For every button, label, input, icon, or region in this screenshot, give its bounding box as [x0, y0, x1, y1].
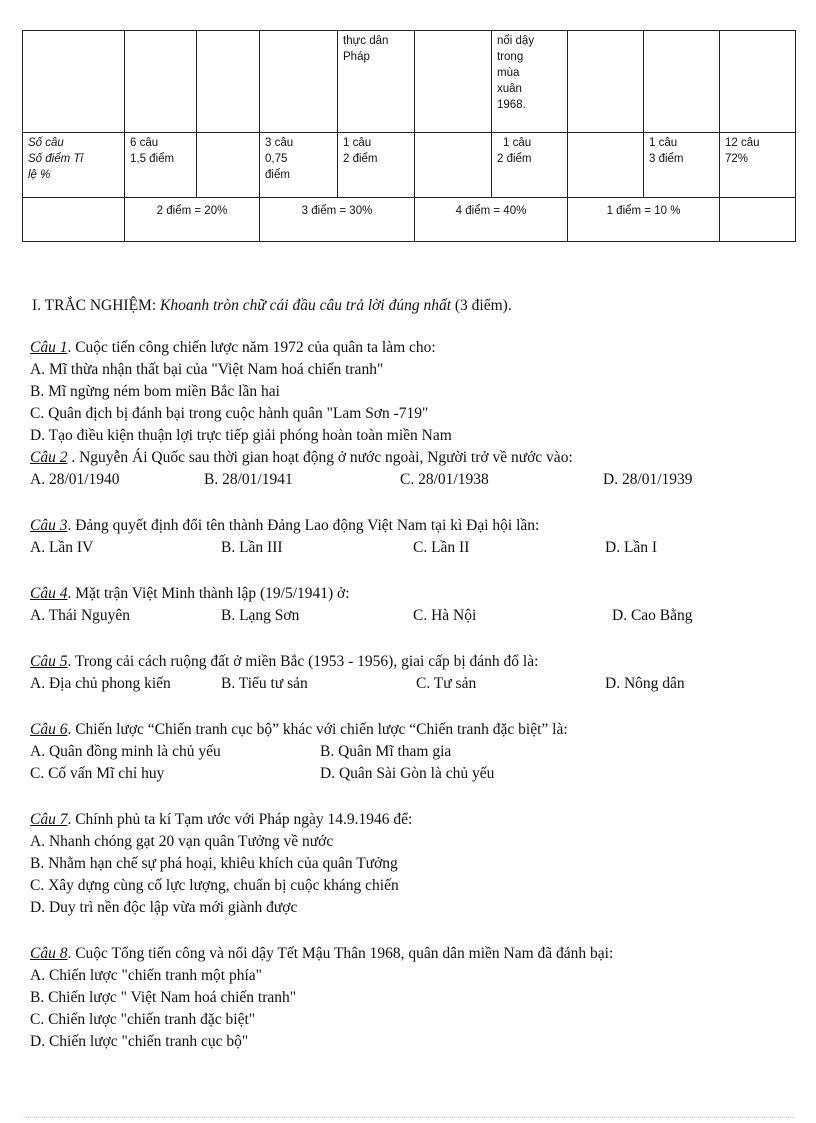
question-5 [30, 651, 790, 673]
answer-option: A. Mĩ thừa nhận thất bại của "Việt Nam hoá chiến tranh" [30, 361, 384, 378]
question-label: Câu 8 [30, 945, 68, 962]
table-cell [720, 198, 796, 242]
section-title: I. TRẮC NGHIỆM: [32, 297, 161, 314]
cell-text: 12 câu [725, 137, 760, 149]
question-4 [30, 583, 790, 605]
answer-options-row [30, 673, 790, 695]
answer-option: A. Nhanh chóng gạt 20 vạn quân Tưởng về nước [30, 833, 334, 850]
table-cell [260, 31, 338, 133]
question-7 [30, 809, 790, 831]
table-cell [415, 133, 492, 198]
answer-option: A. Địa chủ phong kiến [30, 675, 171, 692]
table-cell [568, 133, 644, 198]
cell-text: nổi dậy [497, 35, 535, 47]
section-points: (3 điểm). [451, 297, 512, 314]
table-cell [125, 133, 197, 198]
cell-text: 3 điểm [649, 153, 684, 165]
question-label: Câu 4 [30, 585, 68, 602]
table-cell [338, 31, 415, 133]
cell-text: xuân [497, 83, 522, 95]
cell-text: lệ % [28, 169, 51, 181]
answer-option: B. Nhằm hạn chế sự phá hoại, khiêu khích của quân Tưởng [30, 855, 398, 872]
answer-option: A. Thái Nguyên [30, 607, 131, 624]
answer-option: C. Cố vấn Mĩ chỉ huy [30, 765, 165, 782]
answer-option: B. Lạng Sơn [221, 607, 300, 624]
cell-text: Pháp [343, 51, 370, 63]
quiz-section [30, 295, 790, 1053]
table-cell: 1 điểm = 10 % [568, 198, 720, 242]
cell-text: 1 câu [649, 137, 678, 149]
answer-option: B. Quân Mĩ tham gia [320, 743, 452, 760]
table-cell [720, 31, 796, 133]
question-label: Câu 7 [30, 811, 68, 828]
table-row [23, 133, 796, 198]
table-cell [415, 31, 492, 133]
question-text: . Mặt trận Việt Minh thành lập (19/5/1941) ở: [67, 585, 350, 602]
cell-text: mùa [497, 67, 520, 79]
answer-options-row [30, 537, 790, 559]
cell-text: 1 câu [503, 137, 532, 149]
cell-text: 1 câu [343, 137, 372, 149]
table-cell [338, 133, 415, 198]
table-cell [720, 133, 796, 198]
answer-option: D. Lần I [605, 539, 658, 556]
table-cell [23, 198, 125, 242]
question-text: . Cuộc Tổng tiến công và nổi dậy Tết Mậu Thân 1968, quân dân miền Nam đã đánh bại: [67, 945, 614, 962]
question-8 [30, 943, 790, 965]
answer-option: D. Quân Sài Gòn là chủ yếu [320, 765, 495, 782]
cell-text: 72% [725, 153, 749, 165]
cell-text: 2 điểm [343, 153, 378, 165]
cell-text: điểm [265, 169, 290, 181]
question-text: . Trong cải cách ruộng đất ở miền Bắc (1953 - 1956), giai cấp bị đánh đổ là: [67, 653, 539, 670]
table-cell [644, 133, 720, 198]
answer-option: D. Cao Bằng [612, 607, 693, 624]
question-label: Câu 1 [30, 339, 68, 356]
question-text: . Chiến lược “Chiến tranh cục bộ” khác với chiến lược “Chiến tranh đặc biệt” là: [67, 721, 568, 738]
answer-option: D. Duy trì nền độc lập vừa mới giành được [30, 899, 298, 916]
table-row [23, 198, 796, 242]
answer-options-row [30, 741, 790, 763]
table-cell [492, 31, 568, 133]
assessment-matrix-table [22, 30, 796, 242]
cell-text: 3 câu [265, 137, 294, 149]
question-label: Câu 5 [30, 653, 68, 670]
answer-option: A. Lần IV [30, 539, 94, 556]
table-cell: 3 điểm = 30% [260, 198, 415, 242]
answer-option: D. Chiến lược "chiến tranh cục bộ" [30, 1033, 249, 1050]
answer-option: B. 28/01/1941 [204, 471, 293, 488]
cell-text: Số câu [28, 137, 64, 149]
cell-text: thực dân [343, 35, 389, 47]
table-cell [23, 31, 125, 133]
table-cell [644, 31, 720, 133]
answer-options-row [30, 605, 790, 627]
section-heading [32, 295, 790, 317]
question-text: . Nguyễn Ái Quốc sau thời gian hoạt động ở nước ngoài, Người trở về nước vào: [67, 449, 573, 466]
answer-options-row [30, 763, 790, 785]
table-cell: 4 điểm = 40% [415, 198, 568, 242]
cell-text: 0,75 [265, 153, 288, 165]
cell-text: 1968. [497, 99, 526, 111]
answer-option: D. 28/01/1939 [603, 471, 693, 488]
answer-option: B. Mĩ ngừng ném bom miền Bắc lần hai [30, 383, 280, 400]
answer-option: A. Chiến lược "chiến tranh một phía" [30, 967, 262, 984]
question-2 [30, 447, 790, 469]
answer-option: C. Chiến lược "chiến tranh đặc biệt" [30, 1011, 256, 1028]
table-cell [197, 31, 260, 133]
answer-option: B. Chiến lược " Việt Nam hoá chiến tranh" [30, 989, 297, 1006]
table-row [23, 31, 796, 133]
table-cell [197, 133, 260, 198]
answer-option: C. Tư sản [416, 675, 477, 692]
question-text: . Cuộc tiến công chiến lược năm 1972 của quân ta làm cho: [67, 339, 436, 356]
cell-text: 6 câu [130, 137, 159, 149]
answer-option: C. Hà Nội [413, 607, 477, 624]
question-6 [30, 719, 790, 741]
answer-option: A. 28/01/1940 [30, 471, 120, 488]
answer-option: C. Xây dựng cùng cố lực lượng, chuẩn bị cuộc kháng chiến [30, 877, 399, 894]
question-3 [30, 515, 790, 537]
answer-option: C. Quân địch bị đánh bại trong cuộc hành quân "Lam Sơn -719" [30, 405, 429, 422]
question-label: Câu 6 [30, 721, 68, 738]
cell-text: 2 điểm [497, 153, 532, 165]
table-cell [568, 31, 644, 133]
question-label: Câu 2 [30, 449, 68, 466]
cell-text: trong [497, 51, 524, 63]
answer-option: A. Quân đồng minh là chủ yếu [30, 743, 221, 760]
answer-options-row [30, 469, 790, 491]
table-cell [492, 133, 568, 198]
cell-text: 1,5 điểm [130, 153, 175, 165]
answer-option: B. Lần III [221, 539, 283, 556]
answer-option: C. 28/01/1938 [400, 471, 489, 488]
question-label: Câu 3 [30, 517, 68, 534]
answer-option: D. Nông dân [605, 675, 685, 692]
table-cell [260, 133, 338, 198]
table-cell [125, 31, 197, 133]
cell-text: Số điểm Tỉ [28, 153, 83, 165]
table-cell: 2 điểm = 20% [125, 198, 260, 242]
answer-option: C. Lần II [413, 539, 470, 556]
table-row-label [23, 133, 125, 198]
section-instruction: Khoanh tròn chữ cái đầu câu trả lời đúng nhất [160, 297, 452, 314]
page-bottom-divider [22, 1117, 795, 1118]
question-text: . Đảng quyết định đổi tên thành Đảng Lao động Việt Nam tại kì Đại hội lần: [67, 517, 540, 534]
answer-option: D. Tạo điều kiện thuận lợi trực tiếp giải phóng hoàn toàn miền Nam [30, 427, 452, 444]
question-1 [30, 337, 790, 359]
answer-option: B. Tiểu tư sản [221, 675, 308, 692]
question-text: . Chính phủ ta kí Tạm ước với Pháp ngày 14.9.1946 để: [67, 811, 413, 828]
